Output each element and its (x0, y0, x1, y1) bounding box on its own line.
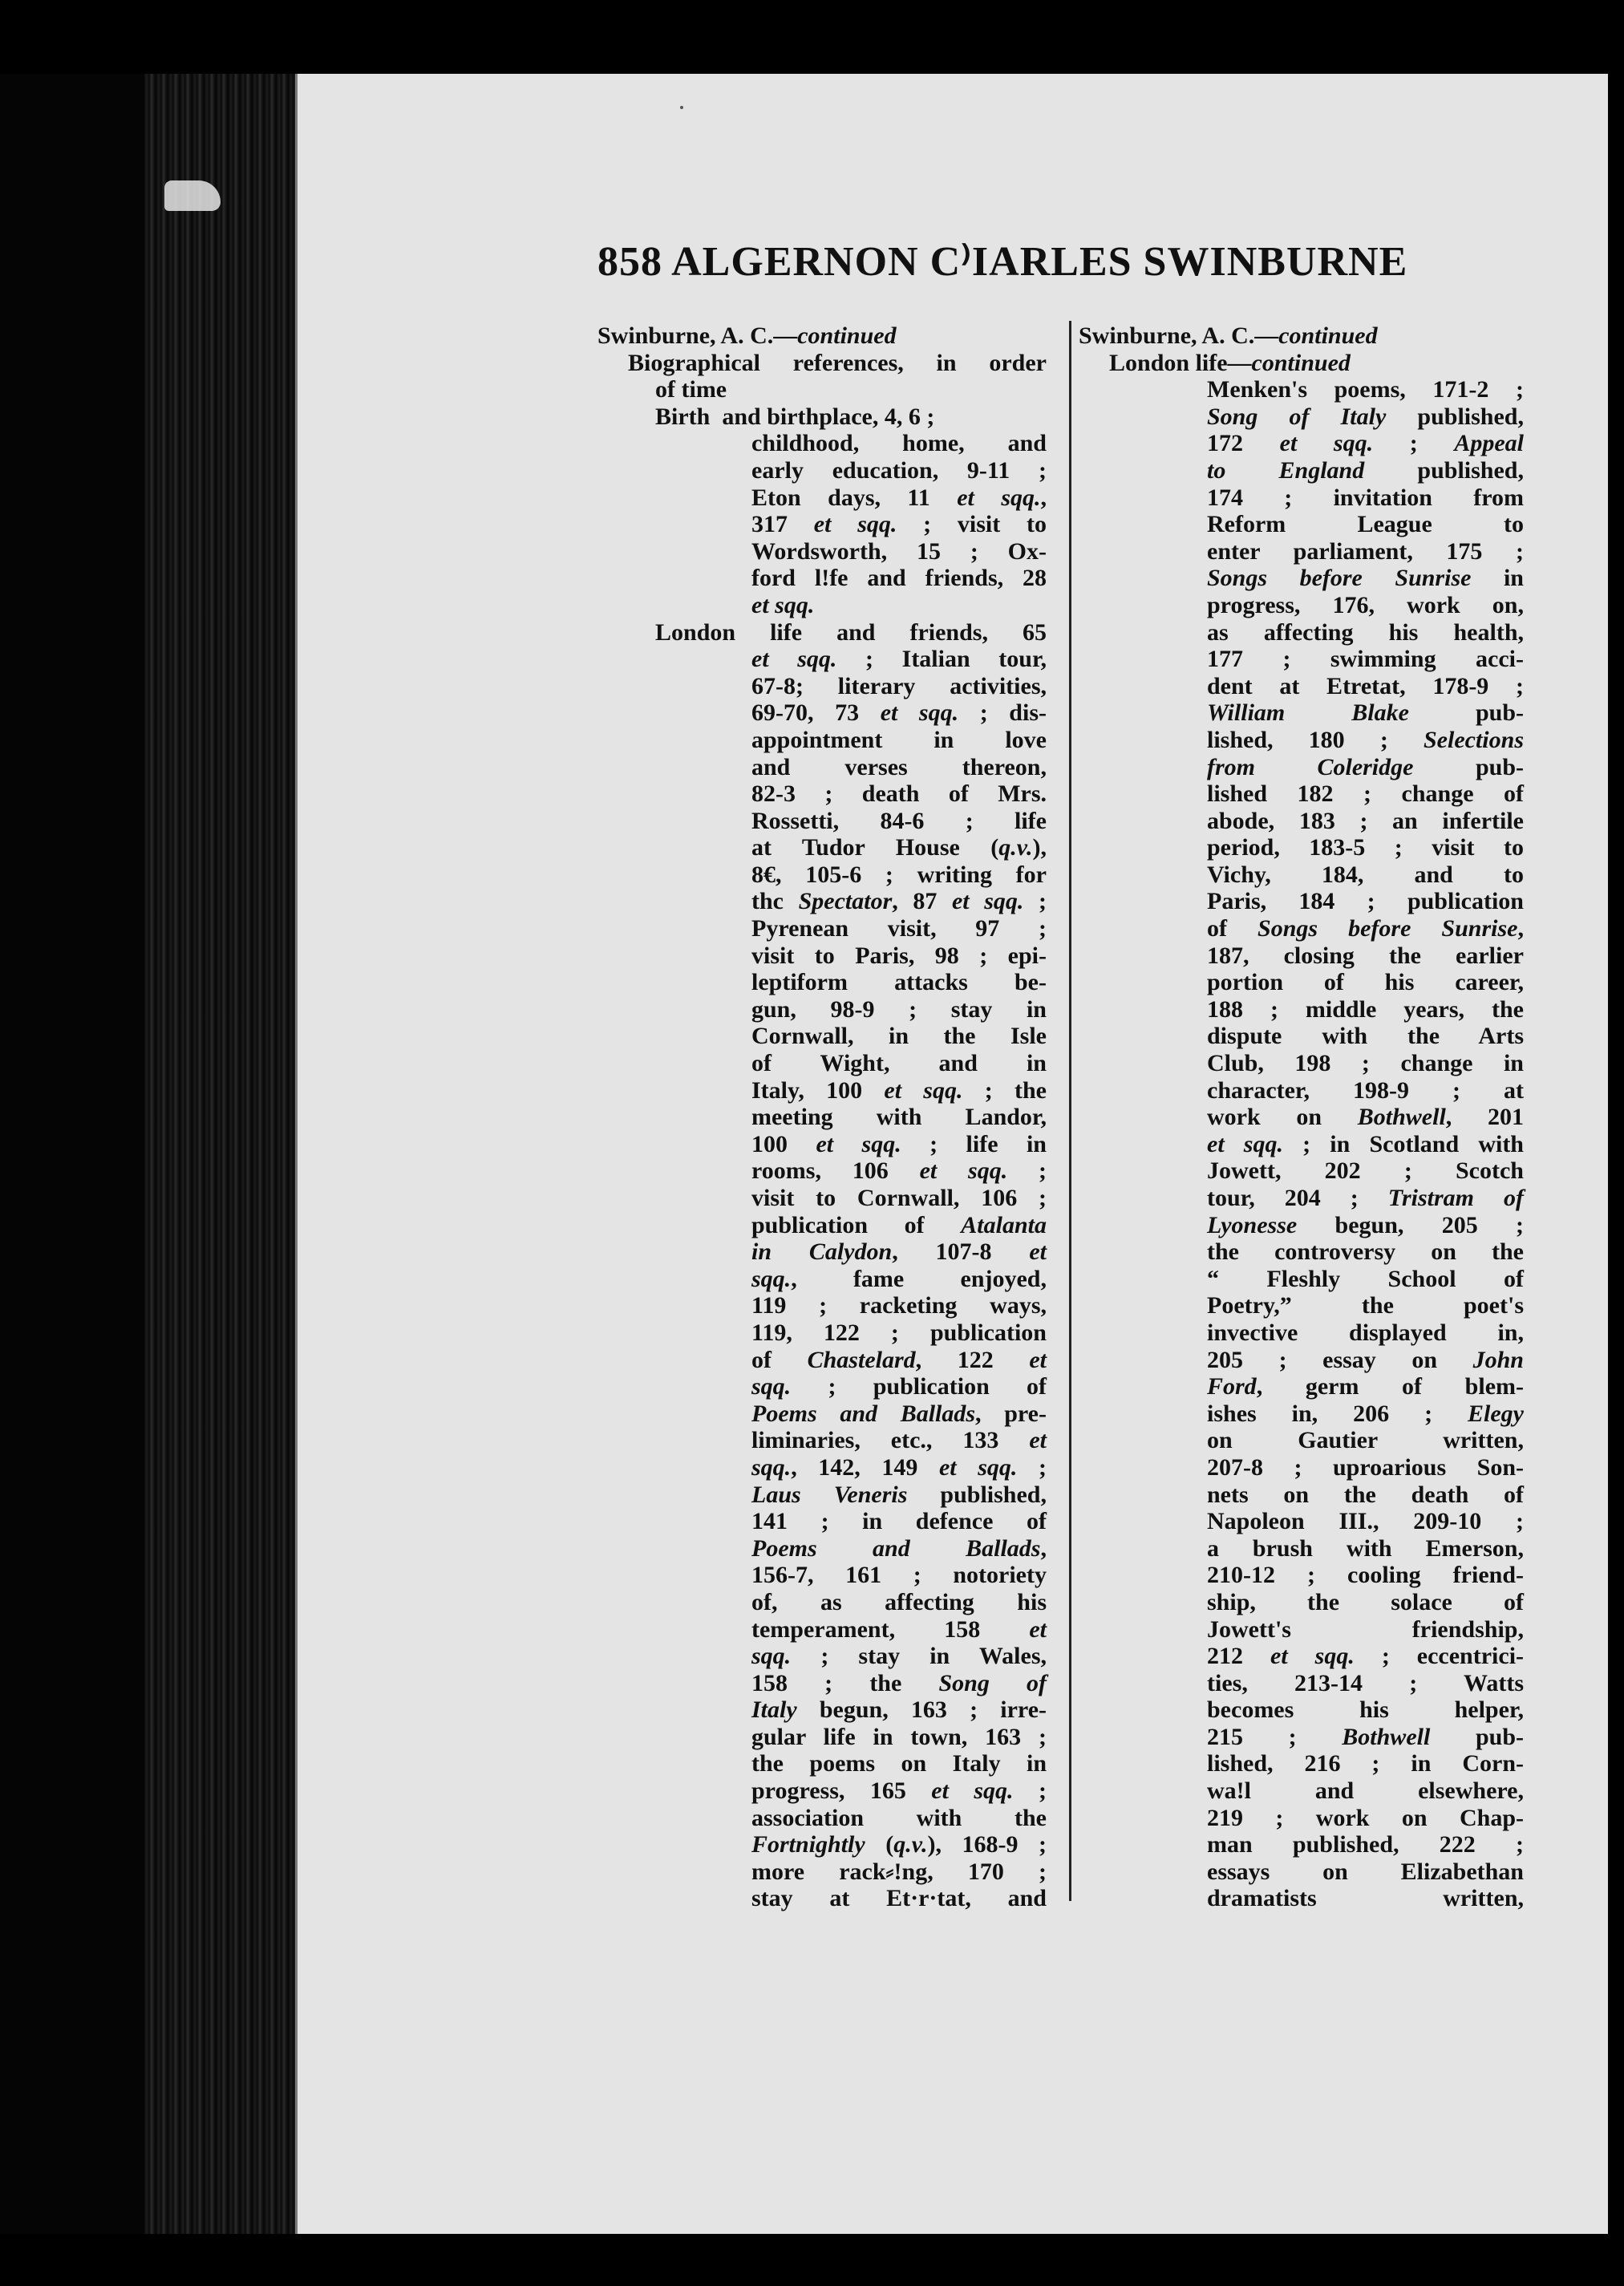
index-line: Paris, 184 ; publication (1207, 888, 1524, 915)
index-line: nets on the death of (1207, 1481, 1524, 1508)
index-line: becomes his helper, (1207, 1696, 1524, 1724)
index-line: et sqq. (751, 591, 815, 618)
index-line: from Coleridge pub- (1207, 753, 1524, 780)
index-line: Laus Veneris published, (751, 1481, 1047, 1508)
index-line: childhood, home, and (751, 430, 1047, 457)
index-line: Italy begun, 163 ; irre- (751, 1696, 1047, 1724)
index-line: Song of Italy published, (1207, 403, 1524, 430)
index-line: visit to Paris, 98 ; epi- (751, 942, 1047, 969)
index-line: sqq. ; stay in Wales, (751, 1643, 1047, 1670)
index-line: “ Fleshly School of (1207, 1265, 1524, 1292)
index-line: period, 183-5 ; visit to (1207, 834, 1524, 861)
index-line: leptiform attacks be- (751, 969, 1047, 996)
index-line: sqq., fame enjoyed, (751, 1265, 1047, 1292)
index-line: 187, closing the earlier (1207, 942, 1524, 969)
index-line: essays on Elizabethan (1207, 1858, 1524, 1885)
index-line: appointment in love (751, 726, 1047, 753)
index-line: early education, 9-11 ; (751, 456, 1047, 484)
edge-mark (164, 180, 221, 211)
index-line: rooms, 106 et sqq. ; (751, 1157, 1047, 1185)
index-line: 207-8 ; uproarious Son- (1207, 1453, 1524, 1481)
index-line: sqq. ; publication of (751, 1373, 1047, 1400)
index-line: temperament, 158 et (751, 1615, 1047, 1643)
index-line: Vichy, 184, and to (1207, 861, 1524, 888)
index-line: 177 ; swimming acci- (1207, 646, 1524, 673)
page-speck (680, 106, 683, 109)
index-line: of Wight, and in (751, 1050, 1047, 1077)
column-divider (1069, 321, 1071, 1901)
index-line: sqq., 142, 149 et sqq. ; (751, 1453, 1047, 1481)
index-line: wa!l and elsewhere, (1207, 1777, 1524, 1805)
index-line: 100 et sqq. ; life in (751, 1130, 1047, 1157)
index-line: visit to Cornwall, 106 ; (751, 1185, 1047, 1211)
index-line: Poems and Ballads, pre- (751, 1400, 1047, 1427)
index-line: Fortnightly (q.v.), 168-9 ; (751, 1831, 1047, 1858)
index-line: Eton days, 11 et sqq., (751, 484, 1047, 511)
index-line: lished, 216 ; in Corn- (1207, 1750, 1524, 1777)
index-line: Reform League to (1207, 511, 1524, 538)
index-line: 158 ; the Song of (751, 1669, 1047, 1696)
index-line: ship, the solace of (1207, 1588, 1524, 1615)
index-line: 156-7, 161 ; notoriety (751, 1562, 1047, 1589)
page-header: 858 ALGERNON C⁾IARLES SWINBURNE (597, 239, 1408, 285)
index-line: to England published, (1207, 456, 1524, 484)
index-line: 67-8; literary activities, (751, 672, 1047, 699)
index-line: Jowett's friendship, (1207, 1615, 1524, 1643)
index-line: Italy, 100 et sqq. ; the (751, 1076, 1047, 1104)
index-line: 205 ; essay on John (1207, 1346, 1524, 1373)
index-line: man published, 222 ; (1207, 1831, 1524, 1858)
index-line: at Tudor House (q.v.), (751, 834, 1047, 861)
index-line: of time (655, 376, 727, 403)
index-line: work on Bothwell, 201 (1207, 1104, 1524, 1131)
index-line: as affecting his health, (1207, 618, 1524, 646)
index-line: 215 ; Bothwell pub- (1207, 1723, 1524, 1750)
index-column-right (1079, 322, 1524, 1912)
index-line: et sqq. ; Italian tour, (751, 646, 1047, 673)
index-line: gular life in town, 163 ; (751, 1723, 1047, 1750)
index-line: London life—continued (1109, 349, 1351, 376)
scan-margin-top (0, 0, 1624, 74)
index-line: Ford, germ of blem- (1207, 1373, 1524, 1400)
index-line: the poems on Italy in (751, 1750, 1047, 1777)
index-line: the controversy on the (1207, 1238, 1524, 1266)
index-line: London life and friends, 65 (655, 618, 1047, 646)
index-line: Napoleon III., 209-10 ; (1207, 1508, 1524, 1535)
index-column-left (597, 322, 1047, 1912)
index-line: lished, 180 ; Selections (1207, 726, 1524, 753)
index-line: et sqq. ; in Scotland with (1207, 1130, 1524, 1157)
index-line: Rossetti, 84-6 ; life (751, 807, 1047, 834)
index-line: 8€, 105-6 ; writing for (751, 861, 1047, 888)
index-line: and verses thereon, (751, 753, 1047, 780)
index-line: progress, 165 et sqq. ; (751, 1777, 1047, 1805)
index-line: 141 ; in defence of (751, 1508, 1047, 1535)
scan-margin-right (1608, 0, 1624, 2286)
index-line: 119, 122 ; publication (751, 1319, 1047, 1346)
index-line: Swinburne, A. C.—continued (597, 322, 897, 349)
index-line: thc Spectator, 87 et sqq. ; (751, 888, 1047, 915)
index-line: William Blake pub- (1207, 699, 1524, 727)
index-line: stay at Et·r·tat, and (751, 1885, 1047, 1912)
index-line: of Songs before Sunrise, (1207, 915, 1524, 942)
index-line: tour, 204 ; Tristram of (1207, 1185, 1524, 1211)
index-line: 69-70, 73 et sqq. ; dis- (751, 699, 1047, 727)
index-line: dent at Etretat, 178-9 ; (1207, 672, 1524, 699)
index-line: 219 ; work on Chap- (1207, 1804, 1524, 1831)
index-line: Wordsworth, 15 ; Ox- (751, 537, 1047, 565)
index-line: Birth and birthplace, 4, 6 ; (655, 403, 935, 430)
index-line: association with the (751, 1804, 1047, 1831)
scan-margin-bottom (0, 2234, 1624, 2286)
index-line: ishes in, 206 ; Elegy (1207, 1400, 1524, 1427)
index-line: 212 et sqq. ; eccentrici- (1207, 1643, 1525, 1670)
index-line: Lyonesse begun, 205 ; (1207, 1211, 1524, 1238)
index-line: on Gautier written, (1207, 1427, 1524, 1454)
index-line: 210-12 ; cooling friend- (1207, 1562, 1524, 1589)
index-line: invective displayed in, (1207, 1319, 1524, 1346)
index-line: gun, 98-9 ; stay in (751, 995, 1047, 1023)
index-line: character, 198-9 ; at (1207, 1076, 1524, 1104)
index-line: of, as affecting his (751, 1588, 1047, 1615)
index-line: 174 ; invitation from (1207, 484, 1524, 511)
index-line: enter parliament, 175 ; (1207, 537, 1524, 565)
index-line: 119 ; racketing ways, (751, 1292, 1047, 1319)
index-line: Jowett, 202 ; Scotch (1207, 1157, 1524, 1185)
index-line: 82-3 ; death of Mrs. (751, 780, 1047, 808)
index-line: meeting with Landor, (751, 1104, 1047, 1131)
scan-margin-left (0, 0, 144, 2286)
index-line: Biographical references, in order (628, 349, 1047, 376)
index-line: progress, 176, work on, (1207, 591, 1524, 618)
index-line: Cornwall, in the Isle (751, 1023, 1047, 1050)
index-line: publication of Atalanta (751, 1211, 1047, 1238)
index-line: in Calydon, 107-8 et (751, 1238, 1047, 1266)
index-line: 172 et sqq. ; Appeal (1207, 430, 1524, 457)
index-line: Menken's poems, 171-2 ; (1207, 376, 1524, 403)
index-line: 317 et sqq. ; visit to (751, 511, 1047, 538)
index-line: liminaries, etc., 133 et (751, 1427, 1047, 1454)
index-line: a brush with Emerson, (1207, 1534, 1524, 1562)
index-line: Swinburne, A. C.—continued (1079, 322, 1378, 349)
index-line: Poems and Ballads, (751, 1534, 1047, 1562)
index-line: ties, 213-14 ; Watts (1207, 1669, 1524, 1696)
index-line: of Chastelard, 122 et (751, 1346, 1047, 1373)
index-line: Pyrenean visit, 97 ; (751, 915, 1047, 942)
index-line: dispute with the Arts (1207, 1023, 1524, 1050)
index-line: dramatists written, (1207, 1885, 1524, 1912)
index-line: Poetry,” the poet's (1207, 1292, 1524, 1319)
index-line: Club, 198 ; change in (1207, 1050, 1524, 1077)
index-line: ford l!fe and friends, 28 (751, 565, 1047, 592)
index-line: Songs before Sunrise in (1207, 565, 1524, 592)
index-line: more rack⸗!ng, 170 ; (751, 1858, 1047, 1885)
index-line: abode, 183 ; an infertile (1207, 807, 1524, 834)
index-line: lished 182 ; change of (1207, 780, 1524, 808)
index-line: portion of his career, (1207, 969, 1524, 996)
index-line: 188 ; middle years, the (1207, 995, 1524, 1023)
